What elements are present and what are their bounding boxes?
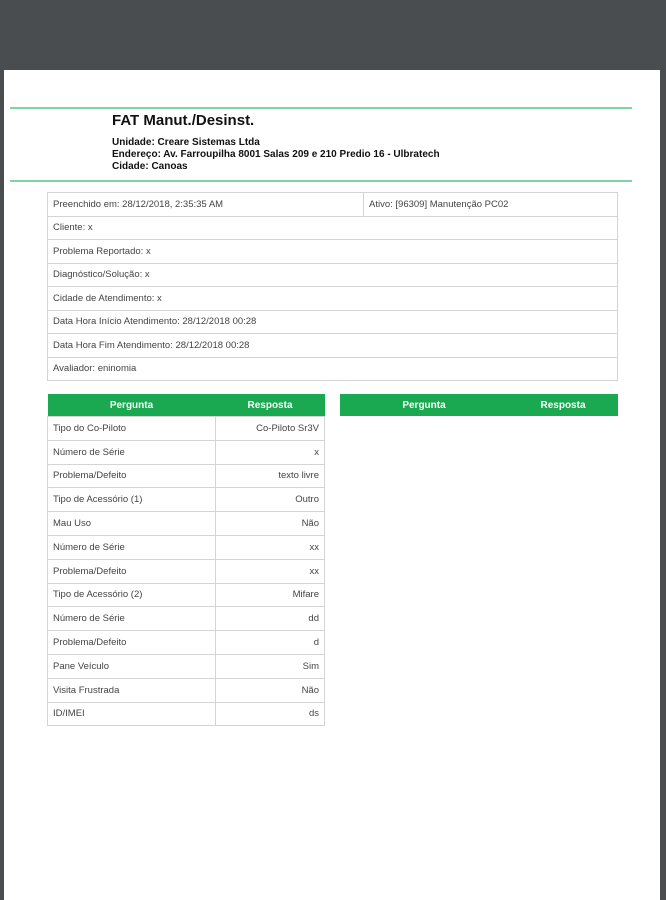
question-cell: Problema/Defeito [48, 559, 216, 583]
diagnostico-cell: Diagnóstico/Solução: x [48, 263, 618, 287]
question-cell: Problema/Defeito [48, 631, 216, 655]
ativo-cell: Ativo: [96309] Manutenção PC02 [364, 193, 618, 217]
info-row [48, 310, 618, 334]
answer-cell: Mifare [216, 583, 325, 607]
qa-header-row [48, 394, 325, 417]
question-cell: Número de Série [48, 440, 216, 464]
answer-cell: x [216, 440, 325, 464]
answer-cell: d [216, 631, 325, 655]
cidade-line: Cidade: Canoas [112, 161, 188, 172]
problema-cell: Problema Reportado: x [48, 240, 618, 264]
endereco-line: Endereço: Av. Farroupilha 8001 Salas 209 e 210 Predio 16 - Ulbratech [112, 149, 440, 160]
table-row [48, 417, 325, 441]
question-cell: Número de Série [48, 535, 216, 559]
answer-cell: Não [216, 678, 325, 702]
info-row [48, 216, 618, 240]
qa-header-row [340, 394, 618, 416]
table-row [48, 512, 325, 536]
question-cell: ID/IMEI [48, 702, 216, 726]
document-page [4, 70, 660, 900]
answer-cell: Co-Piloto Sr3V [216, 417, 325, 441]
question-cell: Mau Uso [48, 512, 216, 536]
table-row [48, 631, 325, 655]
question-cell: Pane Veículo [48, 654, 216, 678]
avaliador-cell: Avaliador: eninomia [48, 357, 618, 381]
preenchido-cell: Preenchido em: 28/12/2018, 2:35:35 AM [48, 193, 364, 217]
info-row [48, 240, 618, 264]
table-row [48, 654, 325, 678]
answer-cell: xx [216, 559, 325, 583]
table-row [48, 607, 325, 631]
info-row [48, 263, 618, 287]
info-row [48, 193, 618, 217]
table-row [48, 583, 325, 607]
header-bottom-rule [10, 180, 632, 182]
cidade-atendimento-cell: Cidade de Atendimento: x [48, 287, 618, 311]
answer-cell: texto livre [216, 464, 325, 488]
document-title: FAT Manut./Desinst. [112, 112, 255, 129]
answer-cell: Não [216, 512, 325, 536]
company-meta [112, 137, 440, 173]
resposta-header: Resposta [216, 394, 325, 417]
cliente-cell: Cliente: x [48, 216, 618, 240]
question-cell: Tipo do Co-Piloto [48, 417, 216, 441]
pergunta-header: Pergunta [48, 394, 216, 417]
info-table [47, 192, 618, 381]
answer-cell: Outro [216, 488, 325, 512]
unidade-line: Unidade: Creare Sistemas Ltda [112, 137, 260, 148]
inicio-cell: Data Hora Início Atendimento: 28/12/2018 00:28 [48, 310, 618, 334]
info-row [48, 334, 618, 358]
question-cell: Tipo de Acessório (1) [48, 488, 216, 512]
qa-table-right [340, 394, 618, 416]
question-cell: Visita Frustrada [48, 678, 216, 702]
table-row [48, 464, 325, 488]
table-row [48, 535, 325, 559]
answer-cell: xx [216, 535, 325, 559]
resposta-header: Resposta [508, 394, 618, 416]
info-row [48, 287, 618, 311]
question-cell: Tipo de Acessório (2) [48, 583, 216, 607]
question-cell: Problema/Defeito [48, 464, 216, 488]
pergunta-header: Pergunta [340, 394, 508, 416]
answer-cell: ds [216, 702, 325, 726]
answer-cell: dd [216, 607, 325, 631]
table-row [48, 559, 325, 583]
table-row [48, 702, 325, 726]
table-row [48, 678, 325, 702]
header-top-rule [10, 107, 632, 109]
info-row [48, 357, 618, 381]
table-row [48, 440, 325, 464]
question-cell: Número de Série [48, 607, 216, 631]
answer-cell: Sim [216, 654, 325, 678]
table-row [48, 488, 325, 512]
fim-cell: Data Hora Fim Atendimento: 28/12/2018 00:28 [48, 334, 618, 358]
qa-table-left [47, 394, 325, 726]
